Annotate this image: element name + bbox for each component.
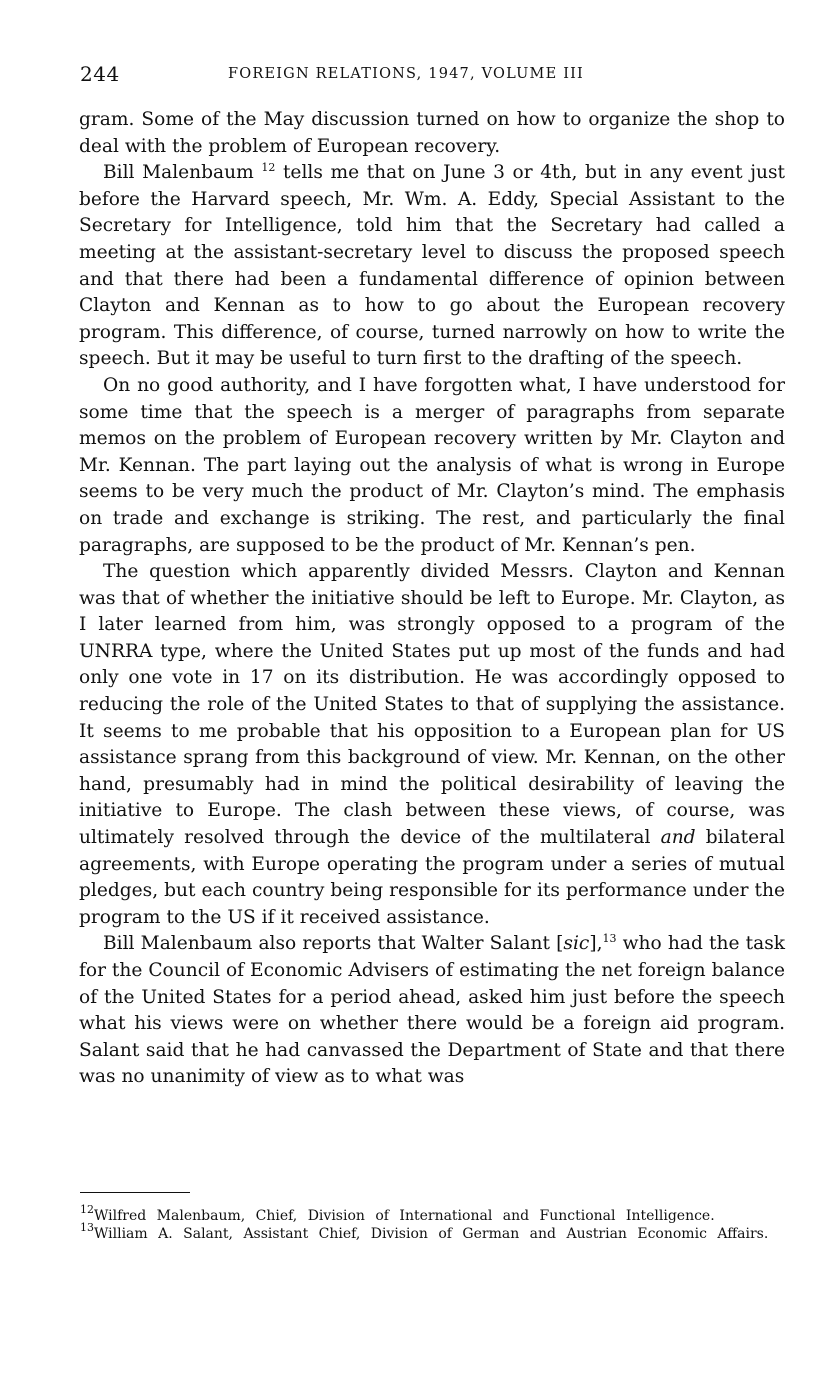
footnote-ref: 12	[261, 161, 276, 175]
text-run: The question which apparently divided Messrs. Clayton and Kennan was that of whether the initiative should be left to Europe. Mr. Clayton, as I later learned from him, was strongly opposed to a program of the UNRRA type, where the United States put up most of the funds and had only one vote in 17 on its distribution. He was accordingly opposed to reducing the role of the United States to that of supplying the assistance. It seems to me probable that his opposition to a European plan for US assistance sprang from this background of view. Mr. Kennan, on the other hand, presumably had in mind the political desirability of leaving the initiative to Europe. The clash between these views, of course, was ultimately resolved through the device of the multilateral	[79, 561, 785, 849]
footnote-rule	[80, 1192, 190, 1193]
paragraph	[79, 373, 785, 559]
footnote	[80, 1203, 786, 1226]
footnote-ref: 13	[602, 932, 617, 946]
footnotes	[80, 1203, 786, 1243]
italic-text: sic	[563, 933, 590, 955]
text-run: tells me that on June 3 or 4th, but in any event just before the Harvard speech, Mr. Wm. A. Eddy, Special Assistant to the Secretary for Intelligence, told him that the Secretary had called a meeting at the assistant-secretary level to discuss the proposed speech and that there had been a fundamental difference of opinion between Clayton and Kennan as to how to go about the European recovery program. This difference, of course, turned narrowly on how to write the speech. But it may be useful to turn first to the drafting of the speech.	[79, 162, 785, 370]
text-run: who had the task for the Council of Economic Advisers of estimating the net foreign balance of the United States for a period ahead, asked him just before the speech what his views were on whether there would be a foreign aid program. Salant said that he had canvassed the Department of State and that there was no unanimity of view as to what was	[79, 933, 785, 1088]
paragraph	[79, 559, 785, 931]
text-run: bilateral agreements, with Europe operating the program under a series of mutual pledges, but each country being responsible for its performance under the program to the US if it received assistance.	[79, 827, 785, 928]
text-run: On no good authority, and I have forgotten what, I have understood for some time that the speech is a merger of paragraphs from separate memos on the problem of European recovery written by Mr. Clayton and Mr. Kennan. The part laying out the analysis of what is wrong in Europe seems to be very much the product of Mr. Clayton’s mind. The emphasis on trade and exchange is striking. The rest, and particularly the final paragraphs, are supposed to be the product of Mr. Kennan’s pen.	[79, 374, 785, 556]
footnote-number: 13	[80, 1220, 94, 1234]
text-run: gram. Some of the May discussion turned on how to organize the shop to deal with the problem of European recovery.	[79, 109, 785, 157]
running-head: FOREIGN RELATIONS, 1947, VOLUME III	[228, 66, 584, 82]
footnote-text: Wilfred Malenbaum, Chief, Division of International and Functional Intelligence.	[94, 1208, 715, 1224]
paragraph	[79, 160, 785, 373]
body-text	[79, 107, 785, 1091]
footnote	[80, 1220, 786, 1244]
page-number: 244	[80, 62, 120, 86]
text-run: Bill Malenbaum	[103, 162, 262, 184]
footnote-number: 12	[80, 1203, 94, 1216]
paragraph	[79, 107, 785, 160]
text-run: ],	[589, 933, 603, 955]
italic-text: and	[660, 827, 696, 849]
text-run: Bill Malenbaum also reports that Walter Salant [	[103, 933, 564, 955]
paragraph	[79, 931, 785, 1091]
footnote-text: William A. Salant, Assistant Chief, Division of German and Austrian Economic Affairs.	[94, 1225, 769, 1242]
page-header	[80, 62, 784, 90]
